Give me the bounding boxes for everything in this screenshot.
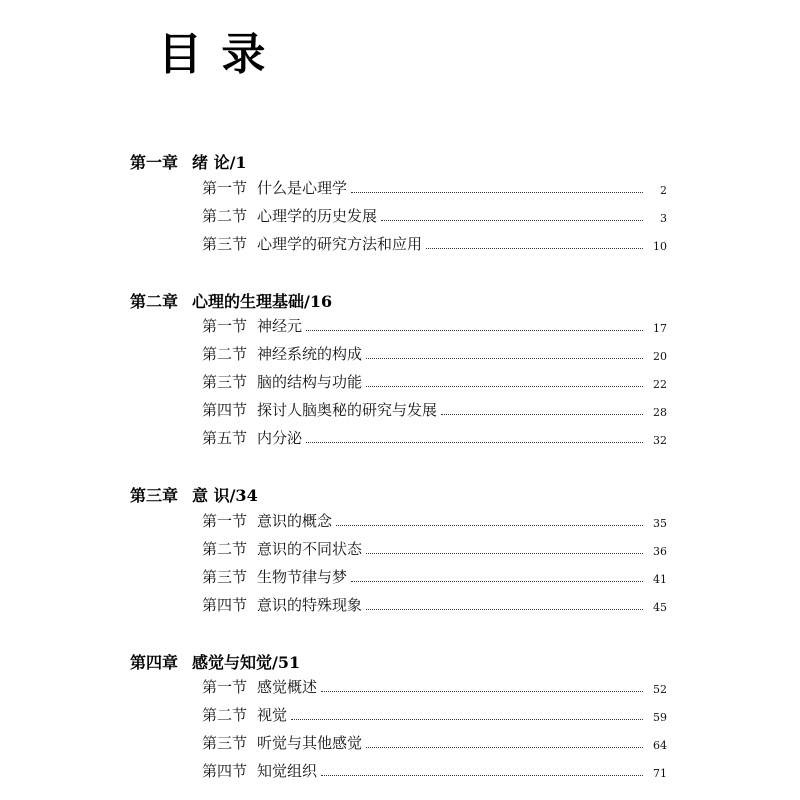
page-number: 41 [653, 573, 667, 586]
section-title: 神经系统的构成 [257, 345, 363, 363]
toc-entry[interactable] [202, 344, 667, 364]
page-number: 71 [653, 767, 667, 780]
section-title: 脑的结构与功能 [257, 373, 363, 391]
chapter-heading-2[interactable] [130, 289, 332, 312]
section-number: 第三节 [202, 373, 248, 391]
chapter-number: 第三章 [130, 486, 179, 505]
dot-leader [321, 774, 643, 776]
dot-leader [366, 552, 643, 554]
chapter-title: 绪 论/1 [192, 153, 247, 172]
page-number: 35 [653, 517, 667, 530]
section-number: 第五节 [202, 429, 248, 447]
page-number: 28 [653, 406, 667, 419]
section-title: 心理学的历史发展 [257, 207, 378, 225]
page-number: 59 [653, 711, 667, 724]
section-title: 意识的概念 [257, 512, 333, 530]
toc-entry[interactable] [202, 316, 667, 336]
section-number: 第三节 [202, 568, 248, 586]
section-title: 听觉与其他感觉 [257, 734, 363, 752]
dot-leader [441, 413, 643, 415]
section-title: 探讨人脑奥秘的研究与发展 [257, 401, 438, 419]
section-title: 什么是心理学 [257, 179, 348, 197]
section-title: 生物节律与梦 [257, 568, 348, 586]
section-number: 第三节 [202, 235, 248, 253]
dot-leader [321, 690, 643, 692]
dot-leader [366, 385, 643, 387]
page-number: 3 [660, 212, 667, 225]
section-number: 第四节 [202, 596, 248, 614]
section-title: 神经元 [257, 317, 303, 335]
dot-leader [351, 191, 643, 193]
dot-leader [366, 357, 643, 359]
dot-leader [336, 524, 643, 526]
toc-entry[interactable] [202, 705, 667, 725]
chapter-number: 第二章 [130, 292, 179, 311]
section-title: 知觉组织 [257, 762, 318, 780]
section-title: 意识的不同状态 [257, 540, 363, 558]
page-title: 目 录 [158, 29, 268, 80]
toc-entry[interactable] [202, 677, 667, 697]
chapter-title: 意 识/34 [192, 486, 258, 505]
section-title: 感觉概述 [257, 678, 318, 696]
section-title: 内分泌 [257, 429, 303, 447]
section-number: 第四节 [202, 762, 248, 780]
section-number: 第二节 [202, 207, 248, 225]
toc-entry[interactable] [202, 761, 667, 781]
section-number: 第二节 [202, 345, 248, 363]
toc-entry[interactable] [202, 206, 667, 226]
page-number: 20 [653, 350, 667, 363]
toc-entry[interactable] [202, 733, 667, 753]
section-number: 第一节 [202, 317, 248, 335]
page-number: 17 [653, 322, 667, 335]
page-number: 64 [653, 739, 667, 752]
chapter-heading-1[interactable] [130, 150, 247, 173]
page-number: 22 [653, 378, 667, 391]
chapter-title: 心理的生理基础/16 [192, 292, 333, 311]
section-number: 第三节 [202, 734, 248, 752]
page-number: 2 [660, 184, 667, 197]
chapter-heading-4[interactable] [130, 650, 300, 673]
chapter-title: 感觉与知觉/51 [192, 653, 301, 672]
toc-entry[interactable] [202, 234, 667, 254]
dot-leader [351, 580, 643, 582]
toc-entry[interactable] [202, 372, 667, 392]
section-number: 第一节 [202, 678, 248, 696]
chapter-heading-3[interactable] [130, 483, 258, 506]
toc-entry[interactable] [202, 178, 667, 198]
dot-leader [426, 247, 643, 249]
section-number: 第四节 [202, 401, 248, 419]
section-number: 第一节 [202, 512, 248, 530]
page-number: 36 [653, 545, 667, 558]
toc-entry[interactable] [202, 400, 667, 420]
page-number: 32 [653, 434, 667, 447]
section-number: 第二节 [202, 540, 248, 558]
toc-entry[interactable] [202, 428, 667, 448]
dot-leader [366, 746, 643, 748]
chapter-number: 第一章 [130, 153, 179, 172]
toc-entry[interactable] [202, 595, 667, 615]
section-number: 第一节 [202, 179, 248, 197]
page-number: 45 [653, 601, 667, 614]
dot-leader [381, 219, 643, 221]
section-title: 意识的特殊现象 [257, 596, 363, 614]
section-title: 视觉 [257, 706, 288, 724]
dot-leader [306, 329, 643, 331]
section-title: 心理学的研究方法和应用 [257, 235, 423, 253]
page-number: 52 [653, 683, 667, 696]
section-number: 第二节 [202, 706, 248, 724]
toc-entry[interactable] [202, 539, 667, 559]
dot-leader [306, 441, 643, 443]
page-number: 10 [653, 240, 667, 253]
chapter-number: 第四章 [130, 653, 179, 672]
dot-leader [291, 718, 643, 720]
dot-leader [366, 608, 643, 610]
toc-entry[interactable] [202, 511, 667, 531]
toc-entry[interactable] [202, 567, 667, 587]
